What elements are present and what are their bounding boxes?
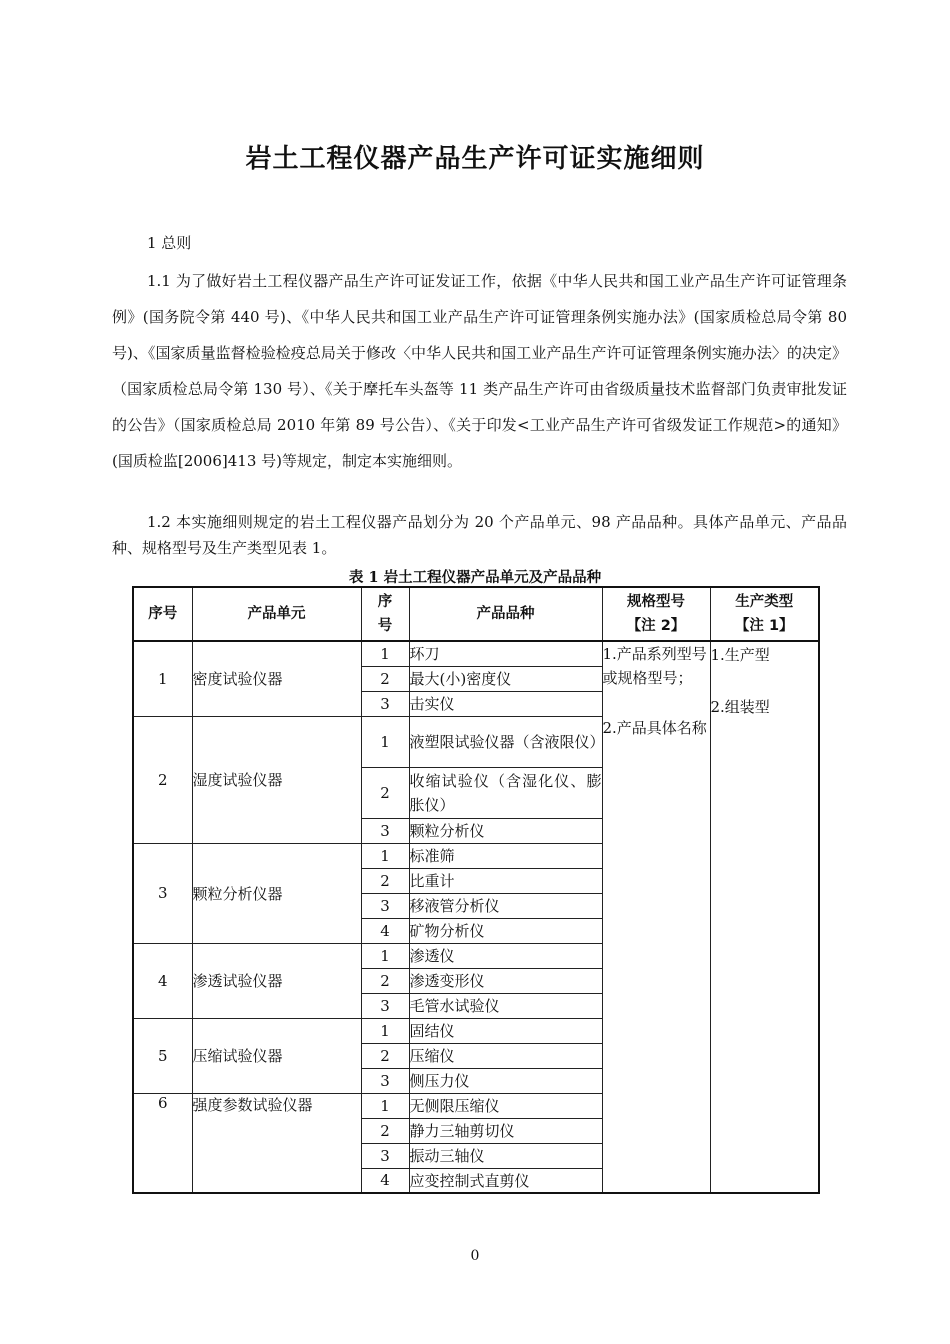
variety-name: 渗透变形仪 xyxy=(409,968,602,993)
variety-name: 环刀 xyxy=(409,641,602,666)
variety-number: 3 xyxy=(361,993,409,1018)
unit-number: 6 xyxy=(133,1093,192,1193)
unit-number: 3 xyxy=(133,843,192,943)
unit-name: 颗粒分析仪器 xyxy=(192,843,361,943)
page-title: 岩土工程仪器产品生产许可证实施细则 xyxy=(245,144,705,174)
section-heading: 1 总则 xyxy=(147,234,192,252)
variety-number: 1 xyxy=(361,943,409,968)
variety-number: 4 xyxy=(361,918,409,943)
unit-name: 密度试验仪器 xyxy=(192,641,361,716)
variety-name: 比重计 xyxy=(409,868,602,893)
variety-number: 3 xyxy=(361,1068,409,1093)
variety-name: 渗透仪 xyxy=(409,943,602,968)
variety-name: 矿物分析仪 xyxy=(409,918,602,943)
variety-number: 2 xyxy=(361,1118,409,1143)
unit-number: 5 xyxy=(133,1018,192,1093)
product-table xyxy=(132,586,820,1194)
variety-number: 4 xyxy=(361,1168,409,1193)
type-line-2: 2.组装型 xyxy=(710,698,770,716)
type-cell xyxy=(710,641,819,1193)
h-subseq-text: 序 号 xyxy=(377,594,393,634)
variety-name: 收缩试验仪（含湿化仪、膨胀仪） xyxy=(409,767,602,818)
h-type-text: 生产类型 【注 1】 xyxy=(734,594,794,634)
variety-name: 颗粒分析仪 xyxy=(409,818,602,843)
variety-number: 2 xyxy=(361,666,409,691)
unit-number: 4 xyxy=(133,943,192,1018)
variety-name: 压缩仪 xyxy=(409,1043,602,1068)
header-sub-seq xyxy=(361,587,409,641)
unit-name: 渗透试验仪器 xyxy=(192,943,361,1018)
variety-name: 固结仪 xyxy=(409,1018,602,1043)
variety-name: 移液管分析仪 xyxy=(409,893,602,918)
header-spec xyxy=(602,587,710,641)
variety-number: 2 xyxy=(361,868,409,893)
unit-name: 压缩试验仪器 xyxy=(192,1018,361,1093)
header-seq: 序号 xyxy=(133,587,192,641)
unit-number: 1 xyxy=(133,641,192,716)
variety-name: 最大(小)密度仪 xyxy=(409,666,602,691)
spec-line-2: 2.产品具体名称 xyxy=(602,719,707,737)
variety-name: 应变控制式直剪仪 xyxy=(409,1168,602,1193)
variety-number: 1 xyxy=(361,716,409,767)
variety-name: 击实仪 xyxy=(409,691,602,716)
table-caption: 表 1 岩土工程仪器产品单元及产品品种 xyxy=(348,569,602,586)
variety-number: 2 xyxy=(361,1043,409,1068)
header-unit: 产品单元 xyxy=(192,587,361,641)
header-variety: 产品品种 xyxy=(409,587,602,641)
paragraph-1-2: 1.2 本实施细则规定的岩土工程仪器产品划分为 20 个产品单元、98 产品品种。具体产品单元、产品品种、规格型号及生产类型见表 1。 xyxy=(112,513,847,557)
table-row xyxy=(133,641,819,666)
page-number: 0 xyxy=(470,1248,480,1264)
header-type xyxy=(710,587,819,641)
type-line-1: 1.生产型 xyxy=(710,646,770,664)
variety-name: 静力三轴剪切仪 xyxy=(409,1118,602,1143)
variety-number: 2 xyxy=(361,968,409,993)
variety-name: 振动三轴仪 xyxy=(409,1143,602,1168)
variety-number: 3 xyxy=(361,691,409,716)
variety-name: 标准筛 xyxy=(409,843,602,868)
table-header-row xyxy=(133,587,819,641)
unit-name: 湿度试验仪器 xyxy=(192,716,361,843)
variety-name: 液塑限试验仪器（含液限仪） xyxy=(409,716,602,767)
variety-name: 无侧限压缩仪 xyxy=(409,1093,602,1118)
variety-number: 2 xyxy=(361,767,409,818)
unit-name: 强度参数试验仪器 xyxy=(192,1093,361,1193)
variety-number: 1 xyxy=(361,843,409,868)
variety-number: 3 xyxy=(361,818,409,843)
variety-name: 毛管水试验仪 xyxy=(409,993,602,1018)
variety-number: 1 xyxy=(361,1018,409,1043)
unit-number: 2 xyxy=(133,716,192,843)
paragraph-1-1: 1.1 为了做好岩土工程仪器产品生产许可证发证工作，依据《中华人民共和国工业产品生产许可证管理条例》(国务院令第 440 号)、《中华人民共和国工业产品生产许可证管理条例实施办法》(国家质检总局令第 80 号)、《国家质量监督检验检疫总局关于修改〈中华人民共和国工业产品生产许可证管理条例实施办法〉的决定》（国家质检总局令第 130 号）、《关于摩托车头盔等 11 类产品生产许可由省级质量技术监督部门负责审批发证的公告》（国家质检总局 2010 年第 89 号公告）、《关于印发<工业产品生产许可省级发证工作规范>的通知》(国质检监[2006]413 号)等规定，制定本实施细则。 xyxy=(112,272,847,470)
variety-number: 1 xyxy=(361,1093,409,1118)
variety-name: 侧压力仪 xyxy=(409,1068,602,1093)
spec-line-1: 1.产品系列型号或规格型号； xyxy=(602,645,707,687)
spec-cell xyxy=(602,641,710,1193)
h-spec-text: 规格型号 【注 2】 xyxy=(626,594,686,634)
variety-number: 3 xyxy=(361,893,409,918)
variety-number: 1 xyxy=(361,641,409,666)
variety-number: 3 xyxy=(361,1143,409,1168)
